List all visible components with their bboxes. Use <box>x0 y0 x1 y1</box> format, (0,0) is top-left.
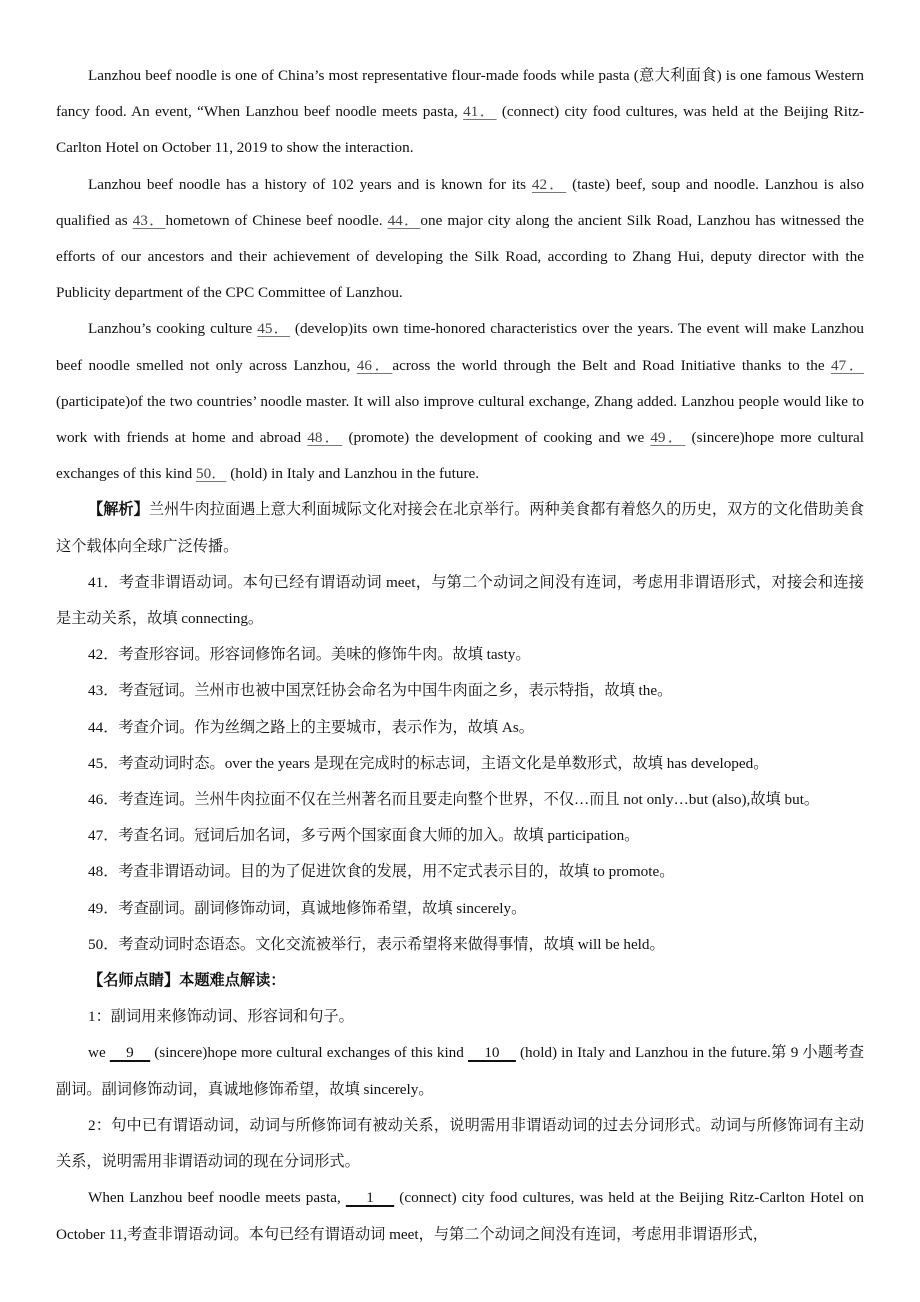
paragraph <box>56 710 864 746</box>
text-segment: (sincere)hope more cultural exchanges of this kind <box>56 429 865 483</box>
paragraph <box>56 1035 864 1107</box>
answer-blank: 1 <box>345 1189 395 1207</box>
paragraph <box>56 58 864 167</box>
text-segment: (develop)its own time-honored characteristics over the years. The event will make Lanzhou beef noodle smelled not only across Lanzhou, <box>56 320 865 374</box>
text-segment: 45．考查动词时态。over the years 是现在完成时的标志词，主语文化是单数形式，故填 has developed。 <box>88 754 769 772</box>
answer-blank: 49． <box>650 429 686 447</box>
text-segment: Lanzhou beef noodle is one of China’s most representative flour-made foods while pasta (意大利面食) is one famous Western fancy food. An event, “When Lanzhou beef noodle meets pasta, <box>56 67 864 121</box>
answer-blank: 46． <box>356 356 393 374</box>
text-segment: Lanzhou’s cooking culture <box>88 320 258 338</box>
paragraph <box>56 891 864 927</box>
text-segment: one major city along the ancient Silk Road, Lanzhou has witnessed the efforts of our ancestors and their achievement of developing the Silk Road, according to Zhang Hui, deputy director with the Publicity department of the CPC Committee of Lanzhou. <box>56 211 865 302</box>
paragraph <box>56 1180 864 1252</box>
paragraph <box>56 565 864 637</box>
text-segment: 43．考查冠词。兰州市也被中国烹饪协会命名为中国牛肉面之乡，表示特指，故填 the。 <box>88 682 673 700</box>
text-segment: 42．考查形容词。形容词修饰名词。美味的修饰牛肉。故填 tasty。 <box>88 646 531 664</box>
text-segment: (hold) in Italy and Lanzhou in the future.第 9 小题考查副词。副词修饰动词，真诚地修饰希望，故填 sincerely。 <box>56 1044 865 1098</box>
answer-blank: 41． <box>463 103 497 121</box>
text-segment: hometown of Chinese beef noodle. <box>165 211 388 229</box>
answer-blank: 43． <box>132 211 166 229</box>
text-segment: 46．考查连词。兰州牛肉拉面不仅在兰州著名而且要走向整个世界，不仅…而且 not only…but (also),故填 but。 <box>88 791 820 809</box>
text-segment: 48．考查非谓语动词。目的为了促进饮食的发展，用不定式表示目的，故填 to promote。 <box>88 863 675 881</box>
paragraph <box>56 673 864 709</box>
answer-blank: 10 <box>467 1044 516 1062</box>
paragraph <box>56 311 864 492</box>
paragraph <box>56 1108 864 1180</box>
answer-blank: 44． <box>387 211 421 229</box>
text-segment: 50．考查动词时态语态。文化交流被举行，表示希望将来做得事情，故填 will be held。 <box>88 935 665 953</box>
text-segment: (promote) the development of cooking and we <box>342 429 651 447</box>
answer-blank: 48． <box>307 429 343 447</box>
paragraph <box>56 854 864 890</box>
paragraph <box>56 637 864 673</box>
text-segment: Lanzhou beef noodle has a history of 102 years and is known for its <box>88 175 532 193</box>
paragraph <box>56 782 864 818</box>
paragraph <box>56 746 864 782</box>
answer-blank: 45． <box>257 320 290 338</box>
text-segment: 1：副词用来修饰动词、形容词和句子。 <box>88 1008 354 1026</box>
text-segment: 兰州牛肉拉面遇上意大利面城际文化对接会在北京举行。两种美食都有着悠久的历史，双方的文化借助美食这个载体向全球广泛传播。 <box>56 501 865 555</box>
answer-blank: 42． <box>531 175 567 193</box>
document-body <box>56 58 864 1253</box>
text-segment: we <box>88 1044 110 1062</box>
paragraph <box>56 963 864 999</box>
paragraph <box>56 167 864 312</box>
text-segment: When Lanzhou beef noodle meets pasta, <box>88 1189 346 1207</box>
text-segment: (connect) city food cultures, was held at the Beijing Ritz-Carlton Hotel on October 11,考查非谓语动词。本句已经有谓语动词 meet，与第二个动词之间没有连词，考虑用非谓语形式， <box>56 1189 864 1243</box>
answer-blank: 47． <box>831 356 865 374</box>
text-segment: 49．考查副词。副词修饰动词，真诚地修饰希望，故填 sincerely。 <box>88 899 527 917</box>
answer-blank: 9 <box>109 1044 151 1062</box>
text-segment: (taste) beef, soup and noodle. Lanzhou is also qualified as <box>56 175 865 229</box>
text-segment: (sincere)hope more cultural exchanges of this kind <box>150 1044 468 1062</box>
section-heading: 【解析】 <box>88 501 149 519</box>
paragraph <box>56 927 864 963</box>
text-segment: across the world through the Belt and Road Initiative thanks to the <box>392 356 832 374</box>
paragraph <box>56 492 864 564</box>
paragraph <box>56 999 864 1035</box>
text-segment: (connect) city food cultures, was held at the Beijing Ritz-Carlton Hotel on October 11, 2019 to show the interaction. <box>56 103 864 157</box>
text-segment: 2：句中已有谓语动词，动词与所修饰词有被动关系，说明需用非谓语动词的过去分词形式。动词与所修饰词有主动关系，说明需用非谓语动词的现在分词形式。 <box>56 1116 864 1171</box>
text-segment: (hold) in Italy and Lanzhou in the future. <box>226 465 480 483</box>
text-segment: (participate)of the two countries’ noodle master. It will also improve cultural exchange, Zhang added. Lanzhou people would like to work with friends at home and abroad <box>56 392 864 447</box>
answer-blank: 50． <box>196 465 227 483</box>
text-segment: 44．考查介词。作为丝绸之路上的主要城市，表示作为，故填 As。 <box>88 718 534 736</box>
paragraph <box>56 818 864 854</box>
text-segment: 47．考查名词。冠词后加名词，多亏两个国家面食大师的加入。故填 participation。 <box>88 827 640 845</box>
text-segment: 41．考查非谓语动词。本句已经有谓语动词 meet，与第二个动词之间没有连词，考虑用非谓语形式，对接会和连接是主动关系，故填 connecting。 <box>56 573 864 628</box>
section-heading: 【名师点睛】本题难点解读： <box>88 972 286 990</box>
